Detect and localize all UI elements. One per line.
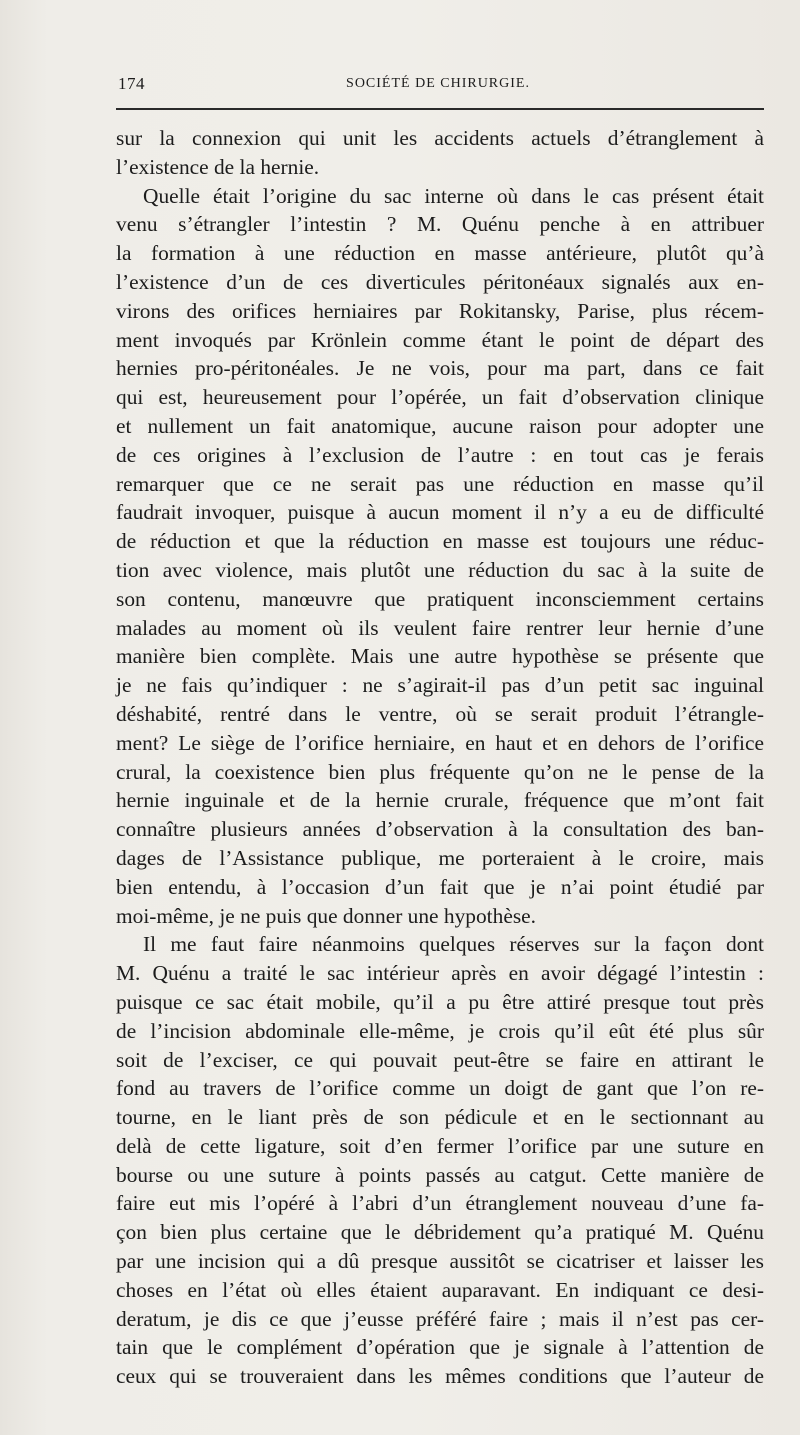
text-line: de réduction et que la réduction en masse est toujours une réduc- [116,529,764,554]
text-line: choses en l’état où elles étaient auparavant. En indiquant ce desi- [116,1277,764,1302]
text-line: ceux qui se trouveraient dans les mêmes conditions que l’auteur de [116,1364,764,1389]
text-line: et nullement un fait anatomique, aucune raison pour adopter une [116,413,764,438]
text-line: manière bien complète. Mais une autre hypothèse se présente que [116,644,764,669]
text-line: connaître plusieurs années d’observation à la consultation des ban- [116,817,764,842]
text-line: çon bien plus certaine que le débridement qu’a pratiqué M. Quénu [116,1220,764,1245]
text-line: bien entendu, à l’occasion d’un fait que je n’ai point étudié par [116,874,764,899]
running-title: SOCIÉTÉ DE CHIRURGIE. [346,76,530,91]
text-line: tion avec violence, mais plutôt une réduction du sac à la suite de [116,557,764,582]
text-line: de l’incision abdominale elle-même, je crois qu’il eût été plus sûr [116,1018,764,1043]
text-line: puisque ce sac était mobile, qu’il a pu être attiré presque tout près [116,989,764,1014]
running-header [110,74,766,98]
text-line: Il me faut faire néanmoins quelques réserves sur la façon dont [143,932,764,957]
text-line: ment? Le siège de l’orifice herniaire, en haut et en dehors de l’orifice [116,730,764,755]
text-line: ment invoqués par Krönlein comme étant le point de départ des [116,327,764,352]
text-line: dages de l’Assistance publique, me porteraient à le croire, mais [116,845,764,870]
text-line: virons des orifices herniaires par Rokitansky, Parise, plus récem- [116,298,764,323]
text-line: soit de l’exciser, ce qui pouvait peut-être se faire en attirant le [116,1047,764,1072]
text-line: M. Quénu a traité le sac intérieur après en avoir dégagé l’intestin : [116,961,764,986]
text-line: l’existence de la hernie. [116,154,320,179]
text-line: bourse ou une suture à points passés au catgut. Cette manière de [116,1162,764,1187]
text-line: par une incision qui a dû presque aussitôt se cicatriser et laisser les [116,1249,764,1274]
text-line: hernies pro-péritonéales. Je ne vois, pour ma part, dans ce fait [116,356,764,381]
text-line: deratum, je dis ce que j’eusse préféré faire ; mais il n’est pas cer- [116,1306,764,1331]
text-line: hernie inguinale et de la hernie crurale, fréquence que m’ont fait [116,788,764,813]
text-line: remarquer que ce ne serait pas une réduction en masse qu’il [116,471,764,496]
text-line: sur la connexion qui unit les accidents actuels d’étranglement à [116,126,764,150]
text-line: qui est, heureusement pour l’opérée, un fait d’observation clinique [116,385,764,410]
text-line: l’existence d’un de ces diverticules péritonéaux signalés aux en- [116,269,764,294]
page-number: 174 [118,74,145,93]
text-line: delà de cette ligature, soit d’en fermer l’orifice par une suture en [116,1133,764,1158]
text-line: crural, la coexistence bien plus fréquente qu’on ne le pense de la [116,759,764,784]
text-line: tain que le complément d’opération que je signale à l’attention de [116,1335,764,1360]
text-line: venu s’étrangler l’intestin ? M. Quénu penche à en attribuer [116,212,764,237]
text-line: Quelle était l’origine du sac interne où dans le cas présent était [143,183,764,208]
text-line: malades au moment où ils veulent faire rentrer leur hernie d’une [116,615,764,640]
text-line: faire eut mis l’opéré à l’abri d’un étranglement nouveau d’une fa- [116,1191,764,1216]
text-line: son contenu, manœuvre que pratiquent inconsciemment certains [116,586,764,611]
text-line: déshabité, rentré dans le ventre, où se serait produit l’étrangle- [116,701,764,726]
text-line: tourne, en le liant près de son pédicule et en le sectionnant au [116,1105,764,1130]
body-text [116,124,764,1391]
text-line: la formation à une réduction en masse antérieure, plutôt qu’à [116,241,764,266]
text-line: faudrait invoquer, puisque à aucun moment il n’y a eu de difficulté [116,500,764,525]
text-line: je ne fais qu’indiquer : ne s’agirait-il pas d’un petit sac inguinal [116,673,764,698]
text-line: moi-même, je ne puis que donner une hypothèse. [116,903,536,928]
header-rule [116,108,764,110]
text-line: fond au travers de l’orifice comme un doigt de gant que l’on re- [116,1076,764,1101]
text-line: de ces origines à l’exclusion de l’autre : en tout cas je ferais [116,442,764,467]
